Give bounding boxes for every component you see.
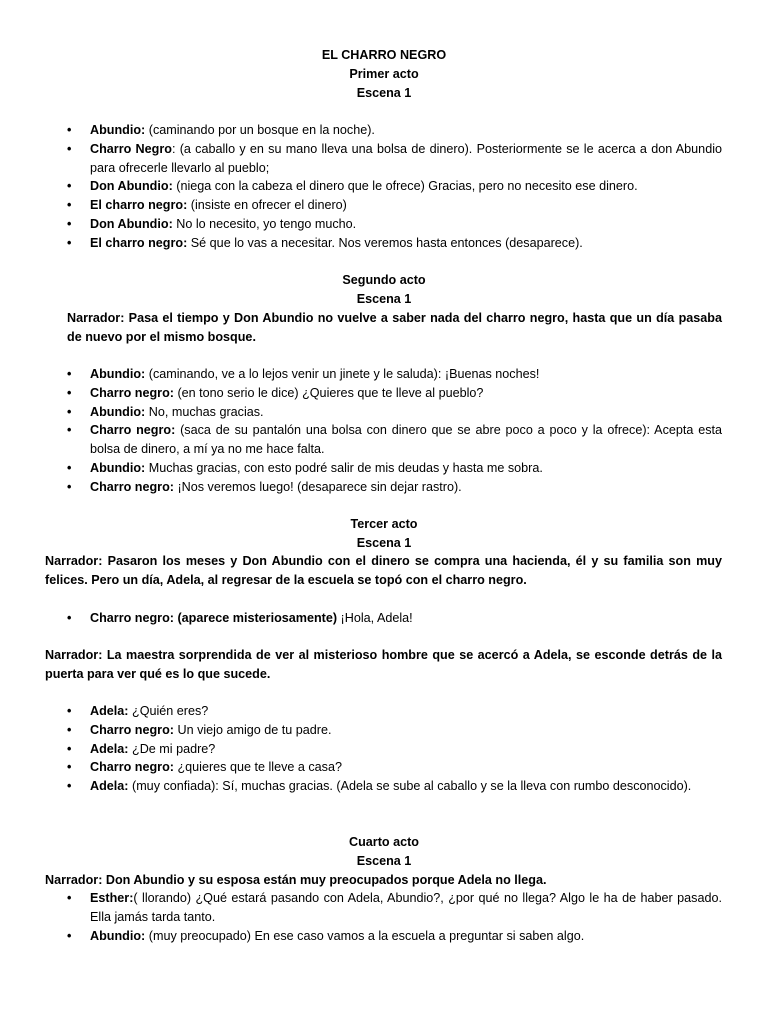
dialogue-line: • Abundio: Muchas gracias, con esto podré salir de mis deudas y hasta me sobra. xyxy=(67,459,722,478)
narrator-text: Narrador: La maestra sorprendida de ver al misterioso hombre que se acercó a Adela, se esconde detrás de la puerta para ver qué es lo que sucede. xyxy=(45,648,722,681)
act-heading: Primer acto xyxy=(349,66,419,81)
dialogue-line: • Adela: ¿Quién eres? xyxy=(67,702,722,721)
act3-dialogue-2 xyxy=(67,702,722,796)
scene-heading: Escena 1 xyxy=(356,535,412,550)
narrator-text: Narrador: Pasa el tiempo y Don Abundio no vuelve a saber nada del charro negro, hasta que un día pasaba de nuevo por el mismo bosque. xyxy=(67,311,722,344)
dialogue-line: • Abundio: (caminando por un bosque en la noche). xyxy=(67,121,722,140)
dialogue-line: • Abundio: No, muchas gracias. xyxy=(67,403,722,422)
act-heading: Segundo acto xyxy=(342,273,426,287)
scene-heading: Escena 1 xyxy=(356,853,412,868)
act1-dialogue xyxy=(67,121,722,253)
act4-dialogue xyxy=(67,889,722,945)
narrator-text: Narrador: Don Abundio y su esposa están muy preocupados porque Adela no llega. xyxy=(45,873,547,887)
scene-heading: Escena 1 xyxy=(356,291,412,306)
act3-dialogue xyxy=(67,609,722,628)
dialogue-line: • Adela: ¿De mi padre? xyxy=(67,740,722,759)
dialogue-line: • Abundio: (muy preocupado) En ese caso vamos a la escuela a preguntar si saben algo. xyxy=(67,927,722,946)
dialogue-line: • Don Abundio: (niega con la cabeza el dinero que le ofrece) Gracias, pero no necesito ese dinero. xyxy=(67,177,722,196)
dialogue-line: • Charro negro: (aparece misteriosamente) ¡Hola, Adela! xyxy=(67,609,722,628)
act3-heading xyxy=(0,515,768,553)
dialogue-line: • Charro negro: ¿quieres que te lleve a casa? xyxy=(67,758,722,777)
dialogue-line: • Esther:( llorando) ¿Qué estará pasando con Adela, Abundio?, ¿por qué no llega? Algo le ha de haber pasado. Ella jamás tarda tanto. xyxy=(67,889,722,927)
dialogue-line: • Charro negro: Un viejo amigo de tu padre. xyxy=(67,721,722,740)
act4-heading xyxy=(0,833,768,871)
document-title xyxy=(0,46,768,102)
scene-heading: Escena 1 xyxy=(356,85,412,100)
dialogue-line: • Don Abundio: No lo necesito, yo tengo mucho. xyxy=(67,215,722,234)
play-title: EL CHARRO NEGRO xyxy=(321,48,447,62)
dialogue-line: • Charro negro: ¡Nos veremos luego! (desaparece sin dejar rastro). xyxy=(67,478,722,497)
act-heading: Cuarto acto xyxy=(349,835,419,849)
dialogue-line: • Adela: (muy confiada): Sí, muchas gracias. (Adela se sube al caballo y se la lleva con rumbo desconocido). xyxy=(67,777,722,796)
act-heading: Tercer acto xyxy=(350,517,418,531)
act2-dialogue xyxy=(67,365,722,497)
act2-heading xyxy=(0,271,768,309)
dialogue-line: • Abundio: (caminando, ve a lo lejos venir un jinete y le saluda): ¡Buenas noches! xyxy=(67,365,722,384)
dialogue-line: • Charro Negro: (a caballo y en su mano lleva una bolsa de dinero). Posteriormente se le acerca a don Abundio para ofrecerle llevarlo al pueblo; xyxy=(67,140,722,178)
dialogue-line: • El charro negro: (insiste en ofrecer el dinero) xyxy=(67,196,722,215)
narrator-text: Narrador: Pasaron los meses y Don Abundio con el dinero se compra una hacienda, él y su familia son muy felices. Pero un día, Adela, al regresar de la escuela se topó con el charro negro. xyxy=(45,554,722,587)
dialogue-line: • Charro negro: (saca de su pantalón una bolsa con dinero que se abre poco a poco y la ofrece): Acepta esta bolsa de dinero, a mí ya no me hace falta. xyxy=(67,421,722,459)
dialogue-line: • El charro negro: Sé que lo vas a necesitar. Nos veremos hasta entonces (desaparece). xyxy=(67,234,722,253)
dialogue-line: • Charro negro: (en tono serio le dice) ¿Quieres que te lleve al pueblo? xyxy=(67,384,722,403)
